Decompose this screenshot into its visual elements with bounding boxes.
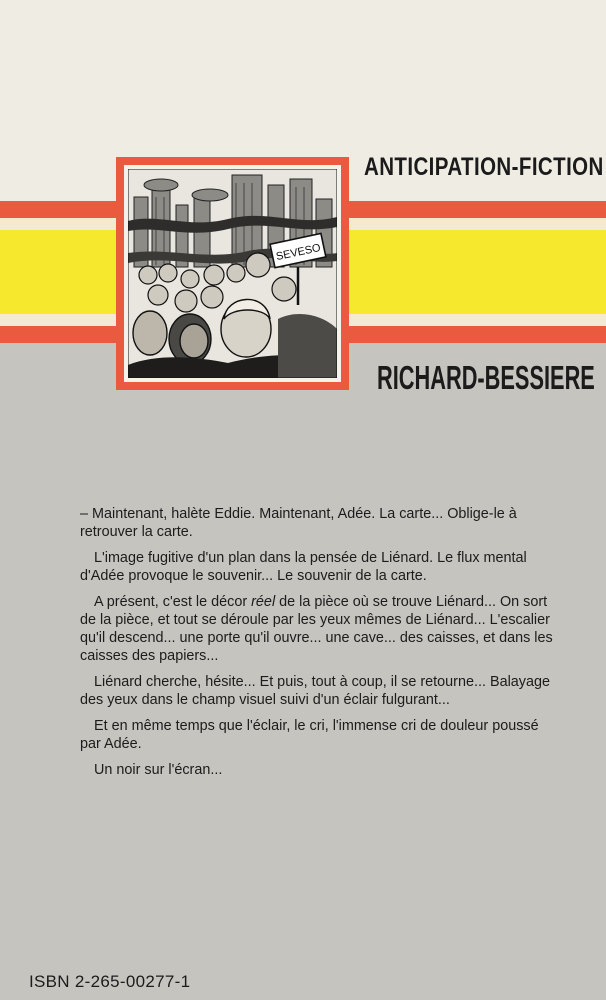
blurb-text: de la pièce où se trouve Liénard... On sort de la pièce, et tout se déroule par les yeux mêmes de Liénard... L'escalier qu'il descend... une porte qu'il ouvre... une cave... des caisses, et dans les caisses des papiers...	[80, 594, 553, 664]
blurb-text: Et en même temps que l'éclair, le cri, l'immense cri de douleur poussé par Adée.	[80, 718, 539, 752]
cover-illustration-frame	[116, 157, 349, 390]
placard-text: SEVESO	[274, 241, 322, 264]
blurb-emphasis: réel	[251, 594, 276, 610]
cover-illustration	[124, 165, 341, 382]
blurb-paragraph	[80, 505, 556, 541]
blurb-text: L'image fugitive d'un plan dans la pensée de Liénard. Le flux mental d'Adée provoque le souvenir... Le souvenir de la carte.	[80, 550, 527, 584]
isbn-number: ISBN 2-265-00277-1	[29, 972, 191, 991]
blurb-paragraph	[80, 717, 556, 753]
series-title: ANTICIPATION-FICTION	[364, 153, 604, 181]
blurb-paragraph	[80, 673, 556, 709]
blurb-paragraph	[80, 593, 556, 665]
back-cover-blurb	[80, 505, 556, 787]
crowd-illustration	[128, 169, 337, 378]
blurb-text: Liénard cherche, hésite... Et puis, tout à coup, il se retourne... Balayage des yeux dans le champ visuel suivi d'un éclair fulgurant...	[80, 674, 550, 708]
blurb-paragraph	[80, 761, 556, 779]
author-name: RICHARD-BESSIERE	[377, 359, 595, 396]
blurb-text: A présent, c'est le décor	[94, 594, 252, 610]
blurb-text: – Maintenant, halète Eddie. Maintenant, Adée. La carte... Oblige-le à retrouver la carte.	[80, 506, 517, 540]
blurb-paragraph	[80, 549, 556, 585]
blurb-text: Un noir sur l'écran...	[94, 762, 223, 778]
